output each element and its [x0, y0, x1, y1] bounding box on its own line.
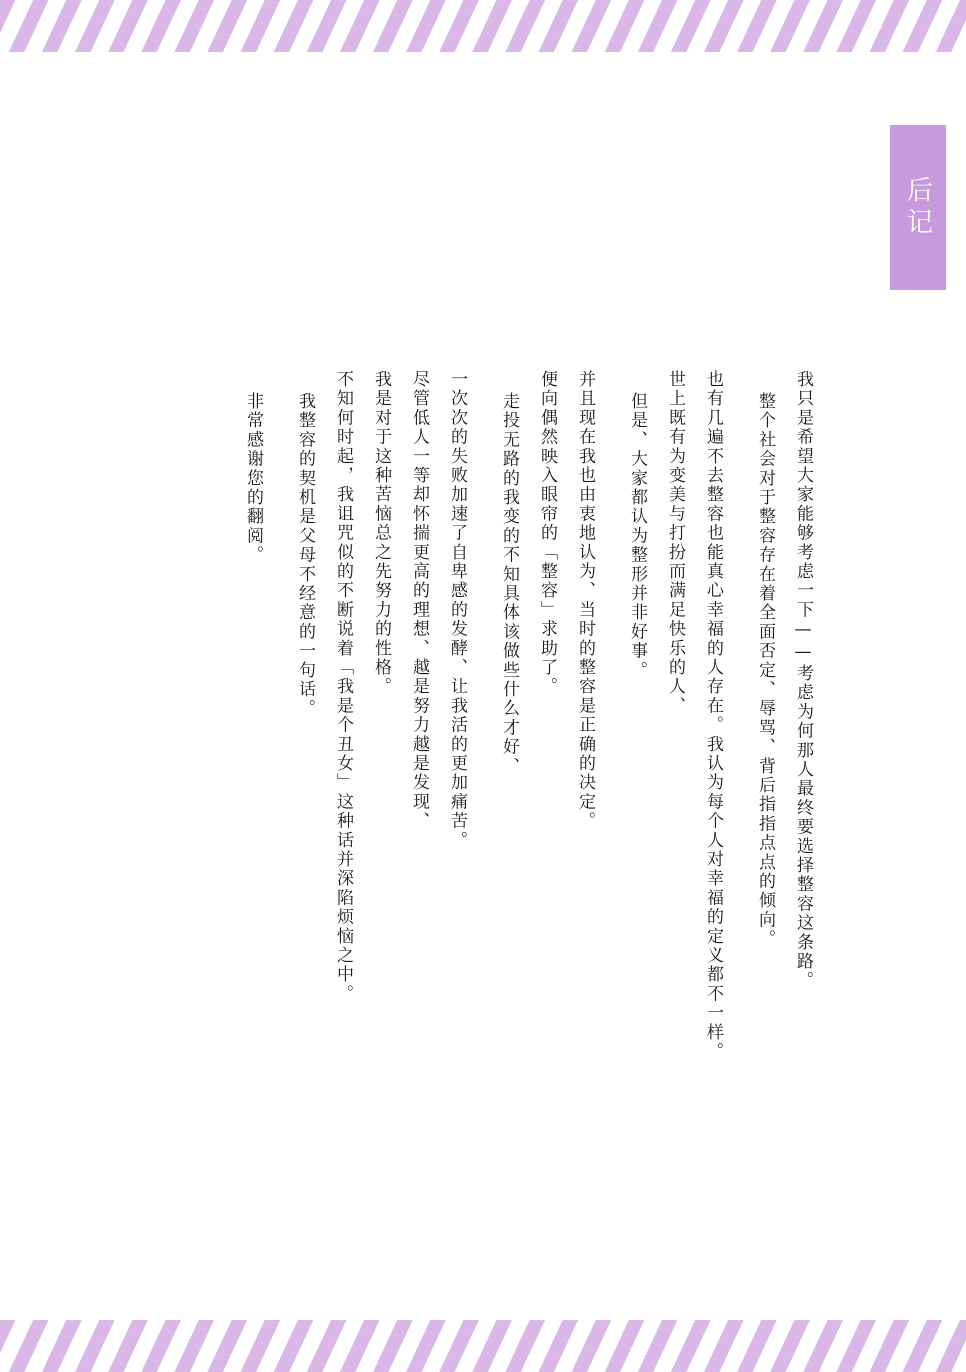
- text-line: 世上既有为变美与打扮而满足快乐的人、: [665, 370, 685, 716]
- text-line: 非常感谢您的翻阅。: [243, 392, 263, 565]
- text-line: 但是、大家都认为整形并非好事。: [627, 392, 647, 680]
- text-line: 并且现在我也由衷地认为、当时的整容是正确的决定。: [575, 370, 595, 831]
- text-line: 我是对于这种苦恼总之先努力的性格。: [371, 370, 391, 697]
- text-line: 走投无路的我变的不知具体该做些什么才好、: [499, 392, 519, 776]
- text-line: 整个社会对于整容存在着全面否定、辱骂、背后指指点点的倾向。: [755, 392, 775, 949]
- text-line: 我只是希望大家能够考虑一下——考虑为何那人最终要选择整容这条路。: [793, 370, 813, 991]
- text-line: 也有几遍不去整容也能真心幸福的人存在。我认为每个人对幸福的定义都不一样。: [703, 370, 723, 1062]
- chapter-tab: [890, 125, 946, 290]
- text-line: 不知何时起，我诅咒似的不断说着「我是个丑女」这种话并深陷烦恼之中。: [333, 370, 353, 1004]
- striped-band-bottom: [0, 1320, 966, 1372]
- text-line: 尽管低人一等却怀揣更高的理想、越是努力越是发现、: [409, 370, 429, 831]
- text-line: 我整容的契机是父母不经意的一句话。: [295, 392, 315, 719]
- text-line: 一次次的失败加速了自卑感的发酵、让我活的更加痛苦。: [447, 370, 467, 850]
- chapter-tab-label: 后记: [902, 175, 933, 240]
- striped-band-top: [0, 0, 966, 52]
- body-text-block: [223, 370, 813, 1062]
- text-line: 便向偶然映入眼帘的「整容」求助了。: [537, 370, 557, 697]
